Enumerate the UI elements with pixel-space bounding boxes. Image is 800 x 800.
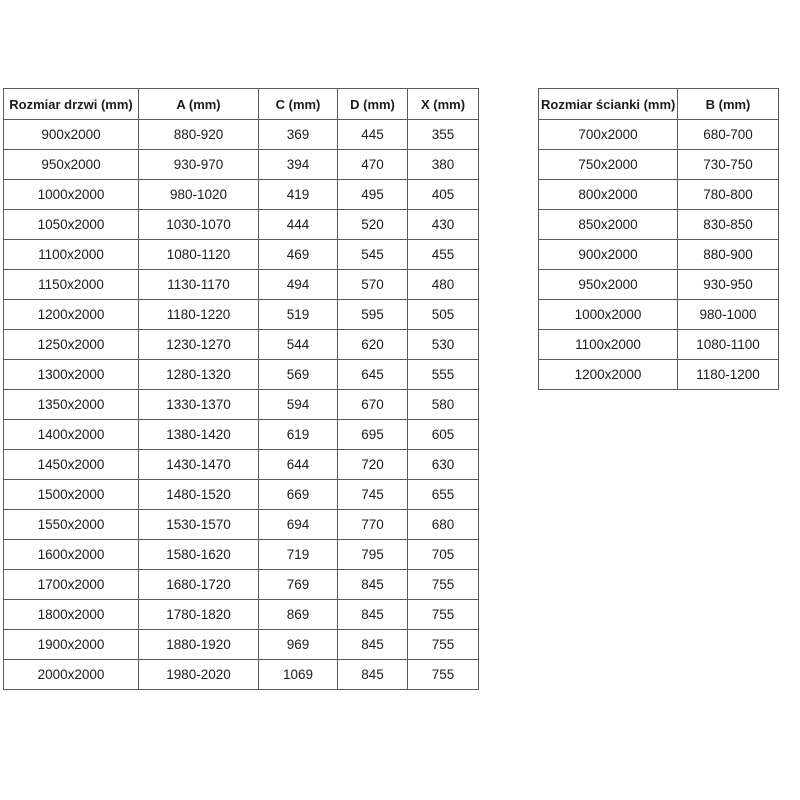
table-cell: 1130-1170	[139, 270, 259, 300]
table-cell: 900x2000	[539, 240, 678, 270]
table-cell: 845	[338, 570, 408, 600]
table-cell: 595	[338, 300, 408, 330]
table-cell: 569	[259, 360, 338, 390]
table-cell: 1400x2000	[4, 420, 139, 450]
table-cell: 1480-1520	[139, 480, 259, 510]
table-row	[539, 150, 779, 180]
table-cell: 980-1020	[139, 180, 259, 210]
wall-size-table-body	[539, 120, 779, 390]
table-cell: 770	[338, 510, 408, 540]
table-cell: 1780-1820	[139, 600, 259, 630]
table-cell: 1500x2000	[4, 480, 139, 510]
table-cell: 545	[338, 240, 408, 270]
table-row	[539, 330, 779, 360]
table-cell: 1230-1270	[139, 330, 259, 360]
table-cell: 1450x2000	[4, 450, 139, 480]
table-row	[4, 150, 479, 180]
table-cell: 1680-1720	[139, 570, 259, 600]
table-cell: 430	[408, 210, 479, 240]
table-cell: 405	[408, 180, 479, 210]
table-cell: 730-750	[678, 150, 779, 180]
table-cell: 494	[259, 270, 338, 300]
table-cell: 669	[259, 480, 338, 510]
table-row	[539, 240, 779, 270]
header-dim-x: X (mm)	[408, 89, 479, 120]
header-door-size: Rozmiar drzwi (mm)	[4, 89, 139, 120]
table-cell: 700x2000	[539, 120, 678, 150]
table-cell: 455	[408, 240, 479, 270]
table-cell: 1150x2000	[4, 270, 139, 300]
table-cell: 1100x2000	[539, 330, 678, 360]
table-cell: 1180-1200	[678, 360, 779, 390]
table-cell: 419	[259, 180, 338, 210]
table-cell: 1300x2000	[4, 360, 139, 390]
table-cell: 645	[338, 360, 408, 390]
table-cell: 1100x2000	[4, 240, 139, 270]
door-size-table-body	[4, 120, 479, 690]
table-row	[4, 420, 479, 450]
table-cell: 1900x2000	[4, 630, 139, 660]
header-row	[539, 89, 779, 120]
table-cell: 620	[338, 330, 408, 360]
table-cell: 480	[408, 270, 479, 300]
header-dim-b: B (mm)	[678, 89, 779, 120]
table-cell: 1530-1570	[139, 510, 259, 540]
table-cell: 519	[259, 300, 338, 330]
table-cell: 1050x2000	[4, 210, 139, 240]
table-row	[4, 330, 479, 360]
table-cell: 755	[408, 570, 479, 600]
table-cell: 670	[338, 390, 408, 420]
table-cell: 1430-1470	[139, 450, 259, 480]
table-cell: 950x2000	[539, 270, 678, 300]
table-cell: 880-900	[678, 240, 779, 270]
table-cell: 630	[408, 450, 479, 480]
table-cell: 445	[338, 120, 408, 150]
table-cell: 850x2000	[539, 210, 678, 240]
table-cell: 520	[338, 210, 408, 240]
table-cell: 1200x2000	[539, 360, 678, 390]
table-cell: 769	[259, 570, 338, 600]
table-row	[4, 300, 479, 330]
table-row	[4, 510, 479, 540]
table-cell: 800x2000	[539, 180, 678, 210]
table-cell: 980-1000	[678, 300, 779, 330]
table-cell: 1069	[259, 660, 338, 690]
table-cell: 1880-1920	[139, 630, 259, 660]
table-cell: 655	[408, 480, 479, 510]
table-row	[4, 390, 479, 420]
table-cell: 570	[338, 270, 408, 300]
table-cell: 845	[338, 600, 408, 630]
table-cell: 495	[338, 180, 408, 210]
table-cell: 1380-1420	[139, 420, 259, 450]
table-cell: 694	[259, 510, 338, 540]
header-row	[4, 89, 479, 120]
table-row	[4, 600, 479, 630]
wall-size-table-header	[539, 89, 779, 120]
table-cell: 1350x2000	[4, 390, 139, 420]
table-row	[539, 360, 779, 390]
table-row	[539, 270, 779, 300]
table-row	[4, 630, 479, 660]
table-cell: 355	[408, 120, 479, 150]
header-dim-d: D (mm)	[338, 89, 408, 120]
table-cell: 750x2000	[539, 150, 678, 180]
table-cell: 530	[408, 330, 479, 360]
table-cell: 720	[338, 450, 408, 480]
table-cell: 969	[259, 630, 338, 660]
table-row	[4, 270, 479, 300]
table-row	[4, 180, 479, 210]
table-cell: 1080-1100	[678, 330, 779, 360]
table-row	[4, 540, 479, 570]
table-row	[539, 120, 779, 150]
table-row	[539, 300, 779, 330]
table-cell: 1200x2000	[4, 300, 139, 330]
table-cell: 555	[408, 360, 479, 390]
table-cell: 719	[259, 540, 338, 570]
header-dim-c: C (mm)	[259, 89, 338, 120]
table-cell: 869	[259, 600, 338, 630]
table-cell: 2000x2000	[4, 660, 139, 690]
table-cell: 380	[408, 150, 479, 180]
table-cell: 1000x2000	[4, 180, 139, 210]
door-size-table	[3, 88, 479, 690]
table-cell: 680	[408, 510, 479, 540]
table-cell: 745	[338, 480, 408, 510]
table-cell: 755	[408, 600, 479, 630]
table-row	[4, 450, 479, 480]
table-cell: 1550x2000	[4, 510, 139, 540]
table-row	[4, 480, 479, 510]
table-row	[4, 360, 479, 390]
table-cell: 755	[408, 630, 479, 660]
table-cell: 594	[259, 390, 338, 420]
table-cell: 1180-1220	[139, 300, 259, 330]
table-cell: 1980-2020	[139, 660, 259, 690]
table-cell: 1580-1620	[139, 540, 259, 570]
table-cell: 605	[408, 420, 479, 450]
table-cell: 1330-1370	[139, 390, 259, 420]
table-cell: 930-970	[139, 150, 259, 180]
table-cell: 1030-1070	[139, 210, 259, 240]
table-cell: 950x2000	[4, 150, 139, 180]
table-cell: 1000x2000	[539, 300, 678, 330]
header-wall-size: Rozmiar ścianki (mm)	[539, 89, 678, 120]
table-cell: 680-700	[678, 120, 779, 150]
table-cell: 705	[408, 540, 479, 570]
table-cell: 1280-1320	[139, 360, 259, 390]
table-cell: 780-800	[678, 180, 779, 210]
table-cell: 880-920	[139, 120, 259, 150]
table-cell: 830-850	[678, 210, 779, 240]
table-row	[4, 660, 479, 690]
table-cell: 845	[338, 660, 408, 690]
table-row	[4, 120, 479, 150]
table-cell: 505	[408, 300, 479, 330]
header-dim-a: A (mm)	[139, 89, 259, 120]
table-row	[4, 210, 479, 240]
door-size-table-header	[4, 89, 479, 120]
table-cell: 930-950	[678, 270, 779, 300]
table-cell: 755	[408, 660, 479, 690]
table-cell: 1700x2000	[4, 570, 139, 600]
table-cell: 544	[259, 330, 338, 360]
table-cell: 795	[338, 540, 408, 570]
table-cell: 695	[338, 420, 408, 450]
table-cell: 444	[259, 210, 338, 240]
table-cell: 900x2000	[4, 120, 139, 150]
table-cell: 1080-1120	[139, 240, 259, 270]
table-cell: 619	[259, 420, 338, 450]
table-cell: 845	[338, 630, 408, 660]
wall-size-table	[538, 88, 779, 390]
table-row	[539, 180, 779, 210]
table-row	[4, 240, 479, 270]
table-cell: 1250x2000	[4, 330, 139, 360]
table-cell: 580	[408, 390, 479, 420]
table-cell: 469	[259, 240, 338, 270]
table-cell: 369	[259, 120, 338, 150]
table-cell: 394	[259, 150, 338, 180]
table-cell: 644	[259, 450, 338, 480]
table-row	[4, 570, 479, 600]
table-cell: 470	[338, 150, 408, 180]
table-row	[539, 210, 779, 240]
table-cell: 1600x2000	[4, 540, 139, 570]
table-cell: 1800x2000	[4, 600, 139, 630]
